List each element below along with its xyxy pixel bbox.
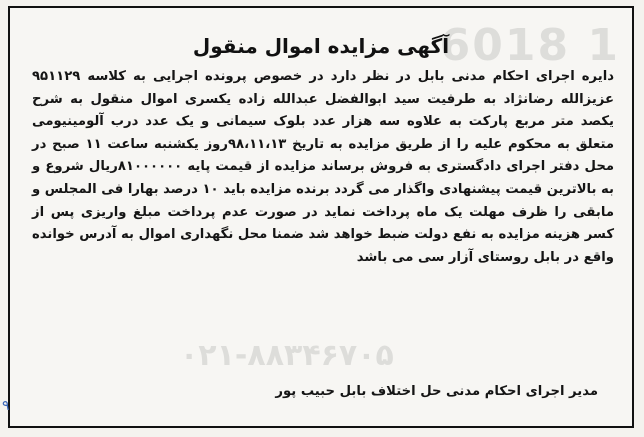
notice-box xyxy=(8,6,634,428)
notice-title: آگهی مزایده اموال منقول xyxy=(192,34,450,58)
notice-body: دایره اجرای احکام مدنی بابل در نظر دارد در خصوص پرونده اجرایی به کلاسه ۹۵۱۱۲۹ عزیزالله رضانژاد به طرفیت سید ابوالفضل عبدالله زاده یکسری اموال منقول به شرح یکصد متر مربع پارکت به علاوه سه هزار عدد بلوک سیمانی و یک عدد درب آلومینیومی متعلق به محکوم علیه را از طریق مزایده به تاریخ ۹۸،۱۱،۱۳روز یکشنبه ساعت ۱۱ صبح در محل دفتر اجرای دادگستری به فروش برساند مزایده از قیمت پایه ۸۱۰۰۰۰۰۰ریال شروع و به بالاترین قیمت پیشنهادی واگذار می گردد برنده مزایده باید ۱۰ درصد بهارا فی المجلس و مابقی را ظرف مهلت یک ماه پرداخت نماید در صورت عدم پرداخت مبلغ واریزی پس از کسر هزینه مزایده به نفع دولت ضبط خواهد شد ضمنا محل نگهداری اموال به آدرس خوانده واقع در بابل روستای آزار سی می باشد xyxy=(32,69,614,265)
watermark-phone: ۰۲۱-۸۸۳۴۶۷۰۵ xyxy=(180,338,394,373)
watermark-top: 6018 1 xyxy=(439,20,620,71)
corner-mark: ۹ xyxy=(2,398,10,414)
notice-signature: مدیر اجرای احکام مدنی حل اختلاف بابل حبیب پور xyxy=(275,384,598,399)
